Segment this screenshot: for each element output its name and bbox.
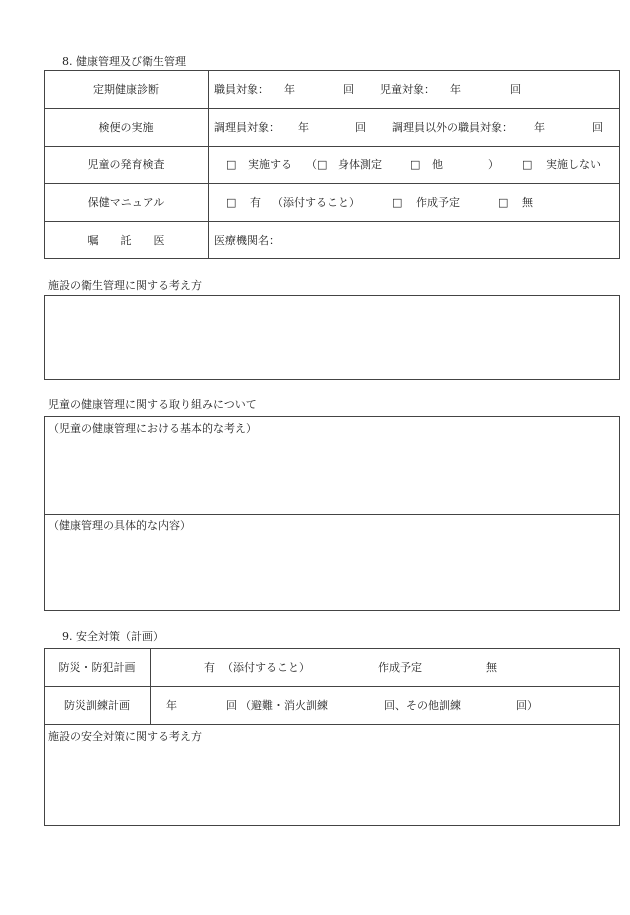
child-health-detail-label: （健康管理の具体的な内容） [48, 519, 191, 532]
health-row-divider [44, 146, 620, 147]
row-label-health-manual: 保健マニュアル [87, 196, 165, 209]
row-label-stool-test: 検便の実施 [98, 121, 154, 134]
option-manual-plan: 作成予定 [416, 196, 460, 209]
child-health-basic-label: （児童の健康管理における基本的な考え） [48, 422, 257, 435]
other-year-unit: 年 [534, 121, 545, 134]
option-other: 他 [432, 158, 443, 171]
child-health-heading: 児童の健康管理に関する取り組みについて [48, 398, 257, 411]
option-implement: 実施する [248, 158, 292, 171]
row-label-doctor: 嘱 託 医 [87, 234, 165, 247]
drill-times-other: 回、その他訓練 [384, 699, 461, 712]
drill-year-unit: 年 [166, 699, 177, 712]
hygiene-heading: 施設の衛生管理に関する考え方 [48, 279, 202, 292]
row-label-disaster-plan: 防災・防犯計画 [58, 661, 136, 674]
health-row-divider [44, 108, 620, 109]
child-health-detail-area[interactable] [45, 535, 619, 610]
medical-institution-label: 医療機関名： [214, 234, 280, 247]
option-manual-attach: （添付すること） [272, 196, 360, 209]
plan-have[interactable]: 有 [204, 661, 215, 674]
safety-policy-label: 施設の安全対策に関する考え方 [48, 730, 202, 743]
child-times-unit: 回 [510, 83, 521, 96]
plan-none[interactable]: 無 [486, 661, 497, 674]
cook-target-label: 調理員対象： [214, 121, 280, 134]
option-manual-none: 無 [522, 196, 533, 209]
other-times-unit: 回 [592, 121, 603, 134]
safety-row-divider [44, 686, 620, 687]
section-8-heading: 8. 健康管理及び衛生管理 [62, 55, 186, 68]
row-label-health-checkup: 定期健康診断 [93, 83, 159, 96]
option-paren-close: ） [488, 158, 499, 171]
cook-times-unit: 回 [355, 121, 366, 134]
checkbox-manual-none[interactable]: □ [498, 196, 509, 209]
plan-attach: （添付すること） [222, 661, 310, 674]
checkbox-other[interactable]: □ [410, 158, 421, 171]
option-body-paren-open[interactable]: （□ [306, 158, 328, 171]
staff-target-label: 職員対象： [214, 83, 269, 96]
drill-times-unit: 回 [226, 699, 237, 712]
hygiene-textarea[interactable] [44, 295, 620, 380]
row-label-drill-plan: 防災訓練計画 [64, 699, 130, 712]
cook-year-unit: 年 [298, 121, 309, 134]
staff-year-unit: 年 [284, 83, 295, 96]
child-year-unit: 年 [450, 83, 461, 96]
checkbox-manual-have[interactable]: □ [226, 196, 237, 209]
other-staff-target-label: 調理員以外の職員対象： [392, 121, 513, 134]
drill-times-end: 回） [516, 699, 538, 712]
child-health-basic-area[interactable] [45, 438, 619, 513]
option-not-implement: 実施しない [546, 158, 601, 171]
health-row-divider [44, 183, 620, 184]
plan-create[interactable]: 作成予定 [378, 661, 422, 674]
drill-evac-label: （避難・消火訓練 [240, 699, 328, 712]
safety-col-divider [150, 648, 151, 724]
section-9-heading: 9. 安全対策（計画） [62, 630, 164, 643]
option-manual-have: 有 [250, 196, 261, 209]
health-row-divider [44, 221, 620, 222]
safety-row-divider [44, 724, 620, 725]
checkbox-implement[interactable]: □ [226, 158, 237, 171]
health-table-col-divider [208, 70, 209, 259]
checkbox-manual-plan[interactable]: □ [392, 196, 403, 209]
child-health-divider [44, 514, 620, 515]
option-body-measure: 身体測定 [338, 158, 382, 171]
safety-policy-area[interactable] [45, 746, 619, 825]
row-label-growth-check: 児童の発育検査 [87, 158, 165, 171]
child-target-label: 児童対象： [380, 83, 435, 96]
staff-times-unit: 回 [343, 83, 354, 96]
checkbox-not-implement[interactable]: □ [522, 158, 533, 171]
